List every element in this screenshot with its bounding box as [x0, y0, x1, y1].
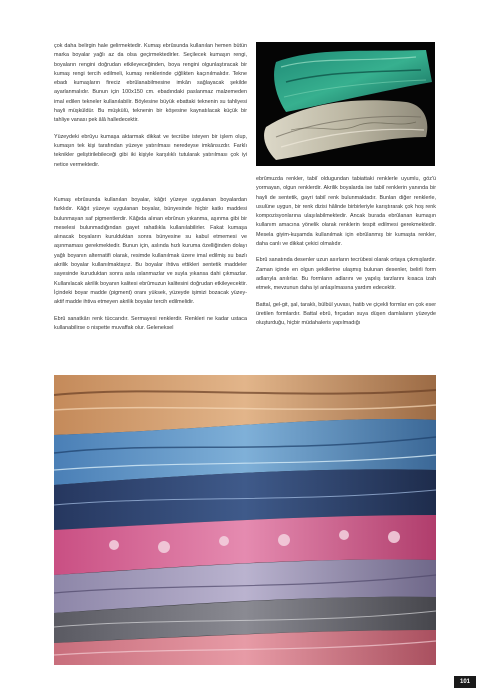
- marbled-scarves-illustration: [256, 42, 435, 166]
- paragraph: Ebrû sanatkârı renk tüccarıdır. Sermayesi renklerdir. Renkleri ne kadar ustaca kullanabilirse o nispette muvaffak olur. Geleneksel: [54, 315, 247, 331]
- left-column-bottom-text: [54, 196, 247, 340]
- marbled-fabrics-stack-photo: [54, 375, 436, 665]
- right-column-text: [256, 175, 436, 335]
- marbled-scarves-photo: [256, 42, 435, 166]
- paragraph: ebrûmuzda renkler, tabiî oldugundan tabiattaki renklerle uyumlu, göz'ü yormayan, olgun renklerdir. Akrilik boyalarda ise tabiî renklerin yanında bir hayli de sentetik, gayri tabiî renk bulunmaktadır. Bunları diğer renklerle, usulüne uygun, bir renk dizisi hâlinde birbirleriyle karıştırarak çok hoş renk kompozisyonlarına ulaşılabilmektedir. Ancak burada ebrûlanan kumaşın kullanım amacına yönelik olarak renklerin tespit edilmesi gerekmektedir. Mesela giyim-kuşamda kullanılmak için ebrûlanmış bir kumaşta renkler, daha canlı ve dikkat çekici olmalıdır.: [256, 176, 436, 248]
- paragraph: Ebrû sanatında desenler uzun asırların tecrübesi olarak ortaya çıkmışlardır. Zaman içinde en olgun şekillerine ulaşmış bulunan desenler, belirli form adlarıyla anılırlar. Bu formların adlarını ve yapılış tarzlarını kısaca izah etmek, mevzunun daha iyi anlaşılmasına yardım edecektir.: [256, 257, 436, 292]
- paragraph: Kumaş ebrûsunda kullanılan boyalar, kâğıt yüzeye uygulanan boyalardan farklıdır. Kâğıt yüzeye uygulanan boyalar, bünyesinde hiçbir katkı maddesi bulunmayan saf pigmentlerdir. Kâğıda alınan ebrûnun yıkanma, aşınma gibi bir meselesi bulunmadığından gayet rahatlıkla kullanılabilirler. Fakat kumaşa alınacak boyaların kurulduktan sonra bünyesine su kabul etmemesi ve aşınmaması gerekmektedir. Bunun için, aslında hızlı kuruma özelliğinden dolayı yağlı boyanın alternatifi olarak, resimde kullanılmak üzere imal edilmiş su bazlı akrilik boyalar kullanılmaktayız. Bu boyalar ihtiva ettikleri sentetik maddeler sayesinde kuruduktan sonra asla ıslanmazlar ve suyla yıkansa dahi çıkmazlar. Kullanılacak akrilik boyanın kalitesi ebrûmuzun kalitesini doğrudan etkileyecektir. İçindeki boyar madde (pigment) oranı yüksek, yüzeyde işimizi bozacak yüzey-aktif madde ihtiva etmeyen akrilik boyalar tercih edilmelidir.: [54, 197, 247, 306]
- paragraph: Yüzeydeki ebrûyu kumaşa aktarmak dikkat ve tecrübe isteyen bir işlem olup, kumaşın tek kişi tarafından yüzeye yatırılması neredeyse imkânsızdır. Farklı teknikler geliştirilebileceği gibi iki kişiyle karşılıklı tutularak yatırılması çok iyi netice vermektedir.: [54, 133, 247, 168]
- page-number: 101: [454, 676, 476, 688]
- left-column-top-text: [54, 42, 247, 177]
- marbled-fabrics-illustration: [54, 375, 436, 665]
- paragraph: çok daha belirgin hale gelirmektedir. Kumaş ebrûsunda kullanılan hemen bütün marka boyalar yağlı az da olsa geçirmektedirler. Seçilecek kumaşın rengi, boyaların rengini doğrudan etkileyeceğinden, boya rengini olgunlaştıracak bir kumaş rengi tercih edilmeli, kumaş renklerinde çiğlikten kaçınılmalıdır. Tekne ebadı kumaşların fireciz ebrûlanabilmesine imkân sağlayacak şekilde ayarlanmalıdır. Bunun için 100x150 cm. ebadındaki paslanmaz malzemeden imal edilen tekneler kullanılabilir. Böylesine büyük ebattaki teknenin su tahliyesi hayli müşküldür. Bu müşkülü, teknenin bir köşesine kaynatılacak küçük bir tahliye vanası pek âlâ halledecektir.: [54, 43, 247, 124]
- paragraph: Battal, gel-git, şal, taraklı, bülbül yuvası, hatib ve çiçekli formlar en çok eser üretilen formlardır. Battal ebrû, fırçadan suya düşen damlaların yüzeyde oluşturduğu, hiçbir müdahaleris yapılmadığı: [256, 301, 436, 327]
